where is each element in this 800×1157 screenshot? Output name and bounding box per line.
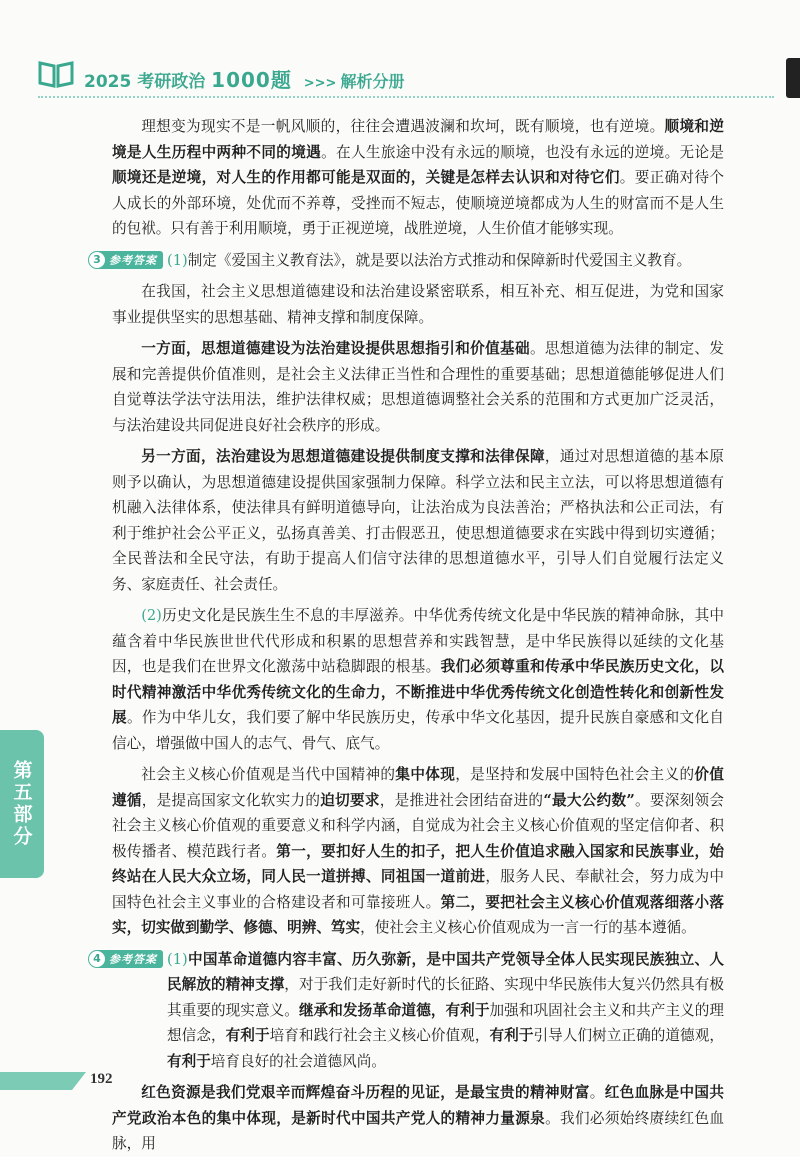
paragraph <box>112 336 724 438</box>
text-run: 。作为中华儿女，我们要了解中华民族历史，传承中华文化基因，提升民族自豪感和文化自信心，增强做中国人的志气、骨气、底气。 <box>112 709 724 752</box>
text-run: 制定《爱国主义教育法》，就是要以法治方式推动和保障新时代爱国主义教育。 <box>187 251 692 269</box>
text-run: 。我们必须始终赓续红色血脉，用 <box>112 1109 724 1152</box>
header-divider <box>38 96 774 98</box>
answer-label: 参考答案 <box>109 253 157 267</box>
header-year: 2025 <box>84 72 132 92</box>
bold-text-run: 迫切要求 <box>320 791 380 809</box>
text-run: 在我国，社会主义思想道德建设和法治建设紧密联系，相互补充、相互促进，为党和国家事业提供坚实的思想基础、精神支撑和制度保障。 <box>112 283 724 326</box>
bold-text-run: 中国革命道德内容丰富、历久弥新，是中国共产党领导全体人民实现民族独立、人民解放的精神支撑 <box>167 950 724 993</box>
text-run: 社会主义核心价值观是当代中国精神的 <box>141 766 396 783</box>
book-title <box>84 64 404 93</box>
text-run: ，是坚持和发展中国特色社会主义的 <box>455 766 695 783</box>
text-run: (1) <box>167 950 188 968</box>
bold-text-run: “最大公约数” <box>543 791 635 809</box>
bold-text-run: 第一，要扣好人生的扣子，把人生价值追求融入国家和民族事业，始终站在人民大众立场，同人民一道拼搏、同祖国一道前进 <box>112 842 724 885</box>
text-run: 。 <box>589 1084 605 1101</box>
answer-badge <box>88 950 163 968</box>
page-header <box>38 58 780 92</box>
answer-number: 4 <box>89 951 105 967</box>
bold-text-run: 顺境还是逆境，对人生的作用都可能是双面的，关键是怎样去认识和对待它们 <box>112 169 620 186</box>
text-run: 。思想道德为法律的制定、发展和完善提供价值准则，是社会主义法律正当性和合理性的重要基础；思想道德能够促进人们自觉尊法学法守法用法，维护法律权威；思想道德调整社会关系的范围和方式更加广泛灵活，与法治建设共同促进良好社会秩序的形成。 <box>112 340 724 434</box>
paragraph <box>112 1080 724 1157</box>
text-run: 理想变为现实不是一帆风顺的，往往会遭遇波澜和坎坷，既有顺境，也有逆境。 <box>141 118 665 135</box>
bold-text-run: 价值遵循 <box>112 766 724 809</box>
bold-text-run: 有利于 <box>489 1027 534 1044</box>
paragraph <box>112 762 724 941</box>
answer-number: 3 <box>89 252 105 268</box>
answer-3 <box>88 248 724 274</box>
text-run: ，是推进社会团结奋进的 <box>379 791 544 809</box>
text-run: 培育良好的社会道德风尚。 <box>210 1052 386 1070</box>
text-run: ，使社会主义核心价值观成为一言一行的基本遵循。 <box>360 919 696 936</box>
text-run: 培育和践行社会主义核心价值观， <box>269 1027 490 1044</box>
text-run: 。在人生旅途中没有永远的顺境，也没有永远的逆境。无论是 <box>321 143 724 161</box>
paragraph <box>112 603 724 756</box>
text-run: 。要深刻领会社会主义核心价值观的重要意义和科学内涵，自觉成为社会主义核心价值观的坚定信仰者、积极传播者、模范践行者。 <box>112 791 724 860</box>
text-run: ，服务人民、奉献社会，努力成为中国特色社会主义事业的合格建设者和可靠接班人。 <box>112 868 724 911</box>
text-run: 历史文化是民族生生不息的丰厚滋养。中华优秀传统文化是中华民族的精神命脉，其中蕴含着中华民族世世代代形成和积累的思想营养和实践智慧，是中华民族得以延续的文化基因，也是我们在世界文化激荡中站稳脚跟的根基。 <box>112 607 724 675</box>
footer-bar <box>0 1072 72 1090</box>
paragraph <box>167 947 724 1075</box>
text-run: (1) <box>167 251 188 269</box>
answer-4 <box>88 947 724 1075</box>
text-run: ，对于我们走好新时代的长征路、实现中华民族伟大复兴仍然具有极其重要的现实意义。 <box>167 976 724 1019</box>
bold-text-run: 我们必须尊重和传承中华民族历史文化，以时代精神激活中华优秀传统文化的生命力，不断推进中华优秀传统文化创造性转化和创新性发展 <box>112 658 724 726</box>
text-run: ，通过对思想道德的基本原则予以确认，为思想道德建设提供国家强制力保障。科学立法和民主立法，可以将思想道德有机融入法律体系，使法律具有鲜明道德导向，让法治成为良法善治；严格执法和公正司法，有利于维护社会公平正义，弘扬真善美、打击假恶丑，使思想道德要求在实践中得到切实遵循；全民普法和全民守法，有助于提高人们信守法律的思想道德水平，引导人们自觉履行法定义务、家庭责任、社会责任。 <box>112 448 724 593</box>
edge-thumb-mark <box>786 58 800 98</box>
text-run: 引导人们树立正确的道德观， <box>533 1027 724 1044</box>
text-run: 。要正确对待个人成长的外部环境，处优而不养尊，受挫而不短志，使顺境逆境都成为人生的财富而不是人生的包袱。只有善于利用顺境，勇于正视逆境，战胜逆境，人生价值才能够实现。 <box>112 169 724 237</box>
bold-text-run: 第二，要把社会主义核心价值观落细落小落实，切实做到勤学、修德、明辨、笃实 <box>112 893 724 936</box>
text-run: (2) <box>141 607 162 624</box>
book-icon <box>38 60 74 88</box>
paragraph <box>112 279 724 330</box>
bold-text-run: 另一方面，法治建设为思想道德建设提供制度支撑和法律保障 <box>141 448 545 465</box>
header-number: 1000 <box>211 68 271 92</box>
bold-text-run: 一方面，思想道德建设为法治建设提供思想指引和价值基础 <box>141 340 530 357</box>
bold-text-run: 顺境和逆境是人生历程中两种不同的境遇 <box>112 118 724 161</box>
page-number: 192 <box>90 1071 113 1087</box>
paragraph <box>167 248 724 274</box>
paragraph <box>112 444 724 597</box>
bold-text-run: 集中体现 <box>395 766 456 783</box>
section-side-tab <box>0 730 44 878</box>
header-ti: 题 <box>270 68 292 92</box>
bold-text-run: 红色资源是我们党艰辛而辉煌奋斗历程的见证，是最宝贵的精神财富 <box>141 1084 590 1101</box>
bold-text-run: 继承和发扬革命道德，有利于 <box>298 1001 490 1019</box>
header-subject: 考研政治 <box>137 72 206 92</box>
section-tab-label: 第五部分 <box>10 760 33 848</box>
text-run: 加强和巩固社会主义和共产主义的理想信念， <box>167 1001 724 1044</box>
bold-text-run: 有利于 <box>225 1027 270 1044</box>
text-run: ，是提高国家文化软实力的 <box>141 791 321 809</box>
answer-label: 参考答案 <box>109 952 157 966</box>
bold-text-run: 红色血脉是中国共产党政治本色的集中体现，是新时代中国共产党人的精神力量源泉 <box>112 1084 724 1127</box>
bold-text-run: 有利于 <box>167 1052 211 1070</box>
header-arrows: >>> <box>303 76 337 91</box>
answer-badge <box>88 251 163 269</box>
paragraph <box>112 114 724 242</box>
header-volume: 解析分册 <box>340 72 405 91</box>
